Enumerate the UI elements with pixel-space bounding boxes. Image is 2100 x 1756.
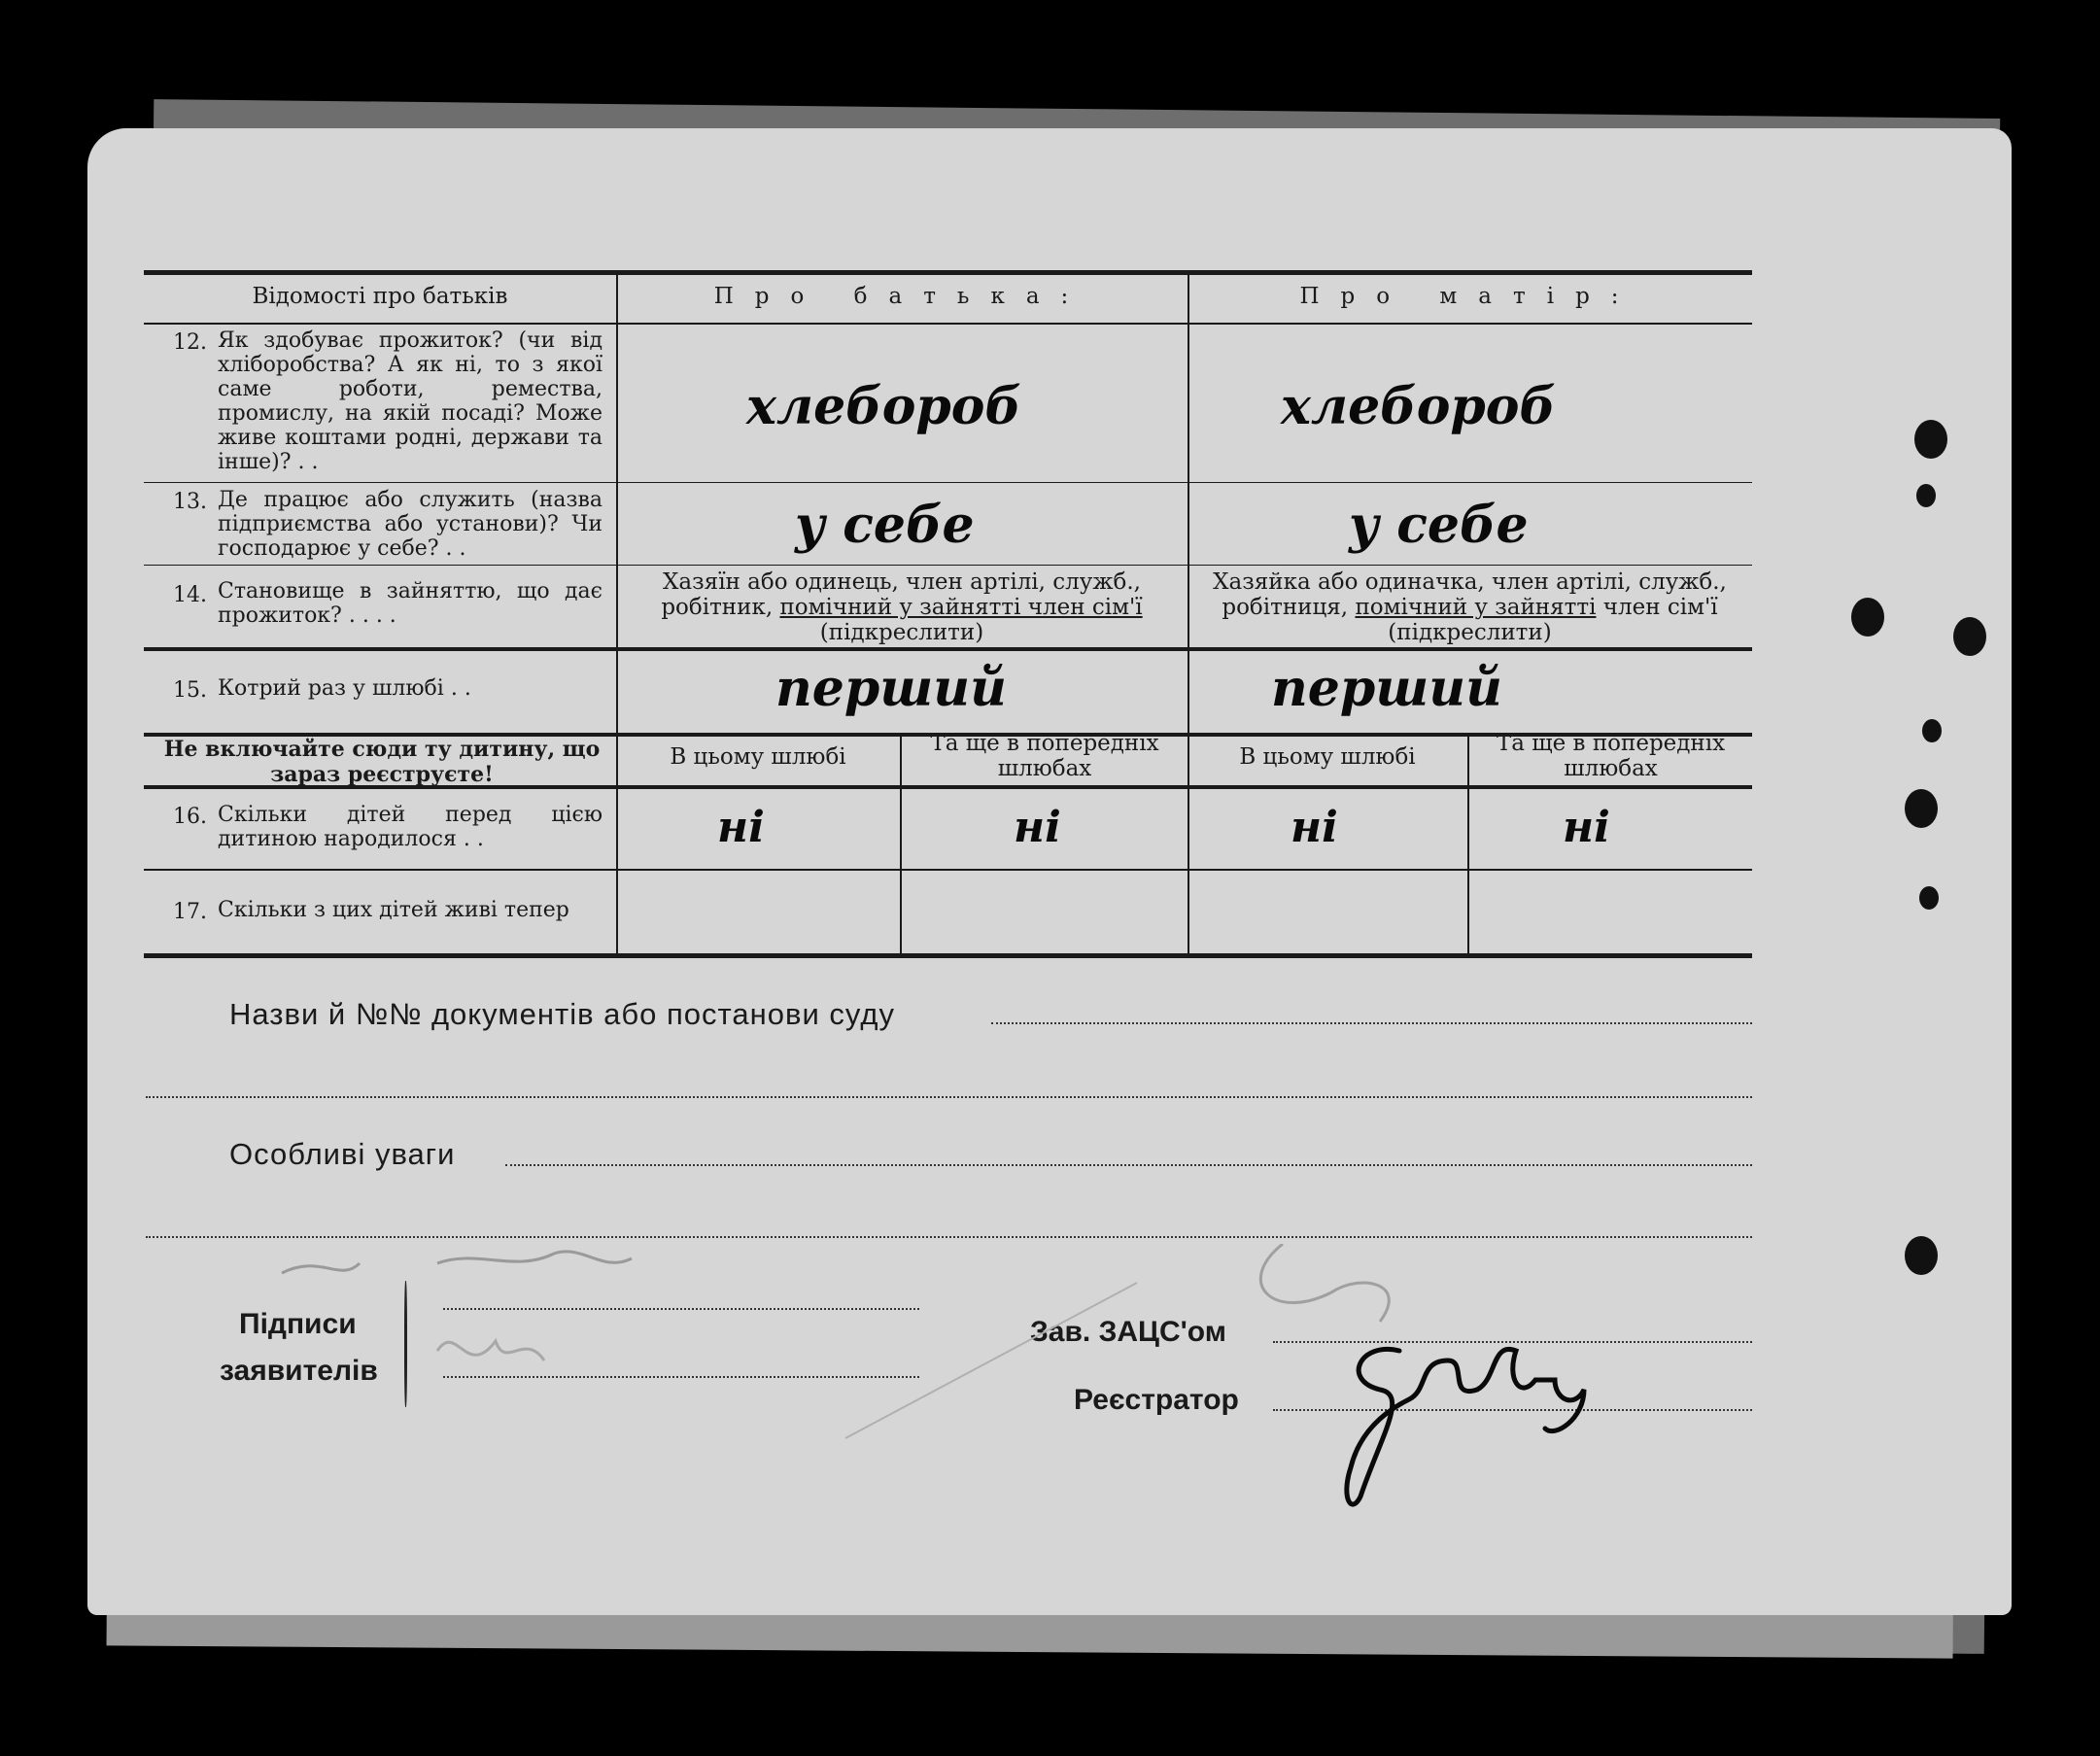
row-14-mother-options	[1188, 569, 1752, 645]
documents-field-line-2[interactable]	[146, 1096, 1752, 1098]
punch-hole	[1914, 420, 1947, 459]
row-15-mother-answer: перший	[1271, 659, 1502, 718]
subheader-mother-this-marriage: В цьому шлюбі	[1239, 744, 1416, 770]
mother-option-underlined: помічний у зайнятті	[1355, 595, 1597, 620]
punch-hole	[1916, 484, 1936, 507]
remarks-field[interactable]	[505, 1164, 1752, 1166]
row-14-label: Становище в зайняттю, що дає прожиток? . . . .	[218, 579, 602, 628]
row-16-mother-prev-answer: ні	[1563, 803, 1610, 852]
row-16-father-prev-answer: ні	[1014, 803, 1061, 852]
documents-field[interactable]	[991, 1022, 1752, 1024]
row-14-father-options	[616, 569, 1188, 645]
row-16-label: Скільки дітей перед цією дитиною народилося . .	[218, 803, 602, 851]
father-option-line	[616, 595, 1188, 620]
row-13-mother-answer: у себе	[1349, 496, 1529, 555]
row-number: 16.	[173, 805, 207, 829]
row-15-label: Котрий раз у шлюбі . .	[218, 676, 471, 701]
col-header-parents: Відомості про батьків	[252, 284, 508, 309]
documents-label: Назви й №№ документів або постанови суду	[229, 997, 895, 1031]
punch-hole	[1905, 789, 1938, 828]
mother-option-line: Хазяйка або одиначка, член артілі, служб.,	[1213, 569, 1727, 595]
row-number: 17.	[173, 900, 207, 924]
row-number: 15.	[173, 678, 207, 703]
exclude-child-note: Не включайте сюди ту дитину, що зараз реєструєте!	[163, 737, 601, 787]
father-option-worker: робітник,	[661, 595, 774, 620]
row-12-label: Як здобуває прожиток? (чи від хліборобства? А як ні, то з якої саме роботи, ремества, промислу, на якій посаді? Може живе коштами родні, держави та інше)? . .	[218, 328, 602, 474]
signatures-label-1: Підписи	[239, 1308, 357, 1340]
father-option-underlined: помічний у зайнятті член сім'ї	[779, 595, 1143, 620]
col-header-mother: Про матір:	[1299, 284, 1640, 309]
subheader-father-this-marriage: В цьому шлюбі	[670, 744, 846, 770]
registrar-label: Реєстратор	[1074, 1384, 1239, 1416]
punch-hole	[1919, 886, 1939, 910]
col-header-father: Про батька:	[713, 284, 1090, 309]
father-option-hint: (підкреслити)	[819, 620, 984, 645]
punch-hole	[1922, 719, 1942, 742]
row-number: 13.	[173, 490, 207, 514]
punch-hole	[1905, 1236, 1938, 1275]
pencil-marks	[262, 1244, 1623, 1497]
row-16-father-this-answer: ні	[717, 803, 765, 852]
row-number: 12.	[173, 330, 207, 355]
punch-hole	[1953, 617, 1986, 656]
mother-option-line	[1188, 595, 1752, 620]
mother-option-family: член сім'ї	[1602, 595, 1718, 620]
row-12-father-answer: хлебороб	[746, 377, 1021, 436]
row-12-mother-answer: хлебороб	[1281, 377, 1556, 436]
mother-option-hint: (підкреслити)	[1388, 620, 1552, 645]
row-16-mother-this-answer: ні	[1291, 803, 1338, 852]
remarks-field-line-2[interactable]	[146, 1236, 1752, 1238]
row-17-label: Скільки з цих дітей живі тепер	[218, 898, 569, 922]
row-number: 14.	[173, 583, 207, 607]
head-of-registry-label: Зав. ЗАЦС'ом	[1030, 1316, 1226, 1348]
remarks-label: Особливі уваги	[229, 1137, 456, 1171]
subheader-mother-previous: Та ще в попередніх шлюбах	[1496, 731, 1726, 781]
punch-hole	[1851, 598, 1884, 637]
row-15-father-answer: перший	[775, 659, 1007, 718]
row-13-label: Де працює або служить (назва підприємства або установи)? Чи господарює у себе? . .	[218, 488, 602, 561]
signatures-label-2: заявителів	[220, 1355, 378, 1387]
row-13-father-answer: у себе	[795, 496, 975, 555]
mother-option-worker: робітниця,	[1222, 595, 1349, 620]
father-option-line: Хазяїн або одинець, член артілі, служб.,	[663, 569, 1141, 595]
subheader-father-previous: Та ще в попередніх шлюбах	[930, 731, 1159, 781]
